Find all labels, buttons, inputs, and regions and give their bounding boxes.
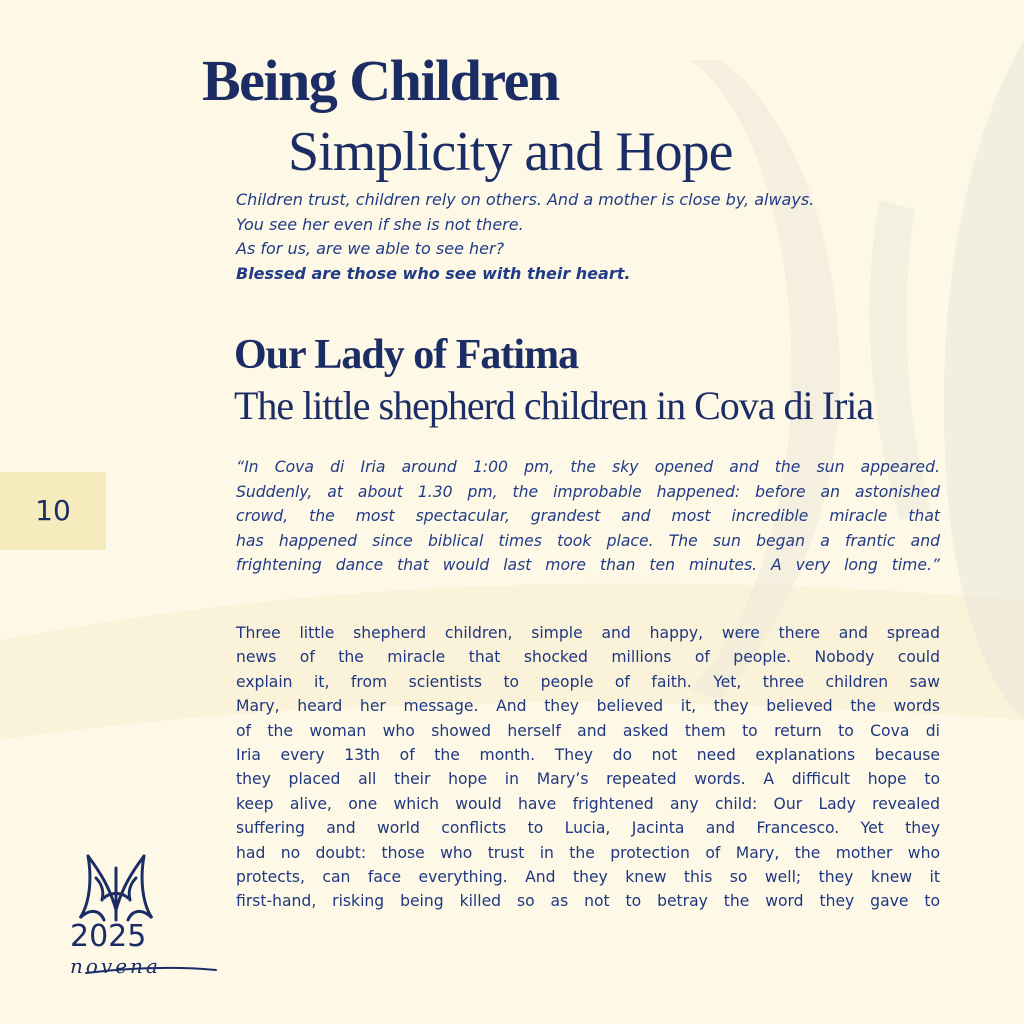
intro-line: Children trust, children rely on others. And a mother is close by, always. [236, 190, 815, 209]
body-line: Mary, heard her message. And they believed it, they believed the words [236, 697, 940, 716]
intro-line: As for us, are we able to see her? [236, 239, 505, 258]
intro-line: You see her even if she is not there. [236, 214, 524, 234]
body-line: they placed all their hope in Mary’s repeated words. A difficult hope to [236, 770, 940, 789]
body-line: news of the miracle that shocked millions of people. Nobody could [236, 648, 940, 667]
body-line: Iria every 13th of the month. They do not need explanations because [236, 746, 940, 765]
quote-line: Suddenly, at about 1.30 pm, the improbable happened: before an astonished [236, 482, 940, 501]
quote-line: has happened since biblical times took place. The sun began a frantic and [236, 531, 940, 550]
section-subtitle: The little shepherd children in Cova di Iria [234, 383, 874, 428]
quote-block [236, 455, 940, 578]
body-line: keep alive, one which would have frightened any child: Our Lady revealed [236, 794, 940, 813]
body-line: protects, can face everything. And they knew this so well; they knew it [236, 868, 940, 887]
body-line: had no doubt: those who trust in the protection of Mary, the mother who [236, 843, 940, 862]
intro-bold-line: Blessed are those who see with their heart. [236, 263, 631, 283]
quote-line: crowd, the most spectacular, grandest and most incredible miracle that [236, 507, 940, 525]
body-line: Three little shepherd children, simple and happy, were there and spread [236, 624, 940, 642]
body-line: first-hand, risking being killed so as not to betray the word they gave to [236, 892, 940, 911]
page-subtitle: Simplicity and Hope [288, 121, 733, 183]
logo-word: novena [70, 954, 161, 978]
body-line: suffering and world conflicts to Lucia, Jacinta and Francesco. Yet they [236, 819, 940, 838]
logo-year: 2025 [70, 919, 147, 954]
quote-line: “In Cova di Iria around 1:00 pm, the sky opened and the sun appeared. [236, 458, 940, 476]
page-title: Being Children [202, 48, 559, 113]
intro-paragraph [236, 188, 936, 286]
body-line: explain it, from scientists to people of faith. Yet, three children saw [236, 672, 940, 691]
quote-line: frightening dance that would last more than ten minutes. A very long time.” [236, 556, 940, 574]
body-line: of the woman who showed herself and asked them to return to Cova di [236, 721, 940, 740]
body-paragraph [236, 621, 940, 914]
page-number: 10 [35, 494, 71, 527]
section-title: Our Lady of Fatima [234, 332, 579, 378]
